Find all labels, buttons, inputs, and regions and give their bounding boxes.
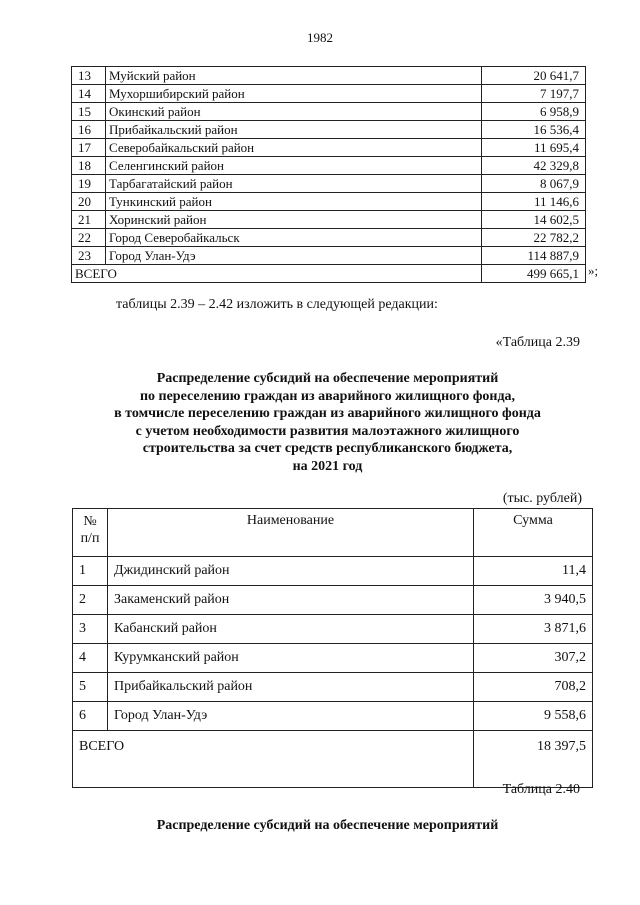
row-number-cell: 22: [72, 229, 106, 247]
header-number-line: №: [83, 514, 97, 529]
table-row: [72, 121, 586, 139]
table-row: [73, 673, 593, 702]
row-number-cell: 13: [72, 67, 106, 85]
row-sum-cell: 3 871,6: [474, 615, 593, 644]
table-end-mark: »;: [588, 263, 599, 278]
table-2-39: [72, 508, 593, 788]
title-line: в томчисле переселению граждан из аварийного жилищного фонда: [114, 406, 541, 421]
table-row: [72, 85, 586, 103]
table-row: [73, 615, 593, 644]
table-title-2-39: [60, 370, 595, 475]
table-title-2-40: Распределение субсидий на обеспечение мероприятий: [156, 818, 499, 833]
row-sum-cell: 20 641,7: [482, 67, 586, 85]
table-row: [73, 557, 593, 586]
title-line: на 2021 год: [292, 458, 363, 474]
row-sum-cell: 22 782,2: [482, 229, 586, 247]
title-line: строительства за счет средств республиканского бюджета,: [142, 441, 513, 456]
row-sum-cell: 7 197,7: [482, 85, 586, 103]
row-sum-cell: 114 887,9: [482, 247, 586, 265]
row-name-cell: Тарбагатайский район: [106, 175, 482, 193]
row-sum-cell: 708,2: [474, 673, 593, 702]
row-sum-cell: 307,2: [474, 644, 593, 673]
table-row: [72, 67, 586, 85]
row-sum-cell: 11 695,4: [482, 139, 586, 157]
table-row: [72, 229, 586, 247]
row-name-cell: Город Улан-Удэ: [108, 702, 474, 731]
row-number-cell: 17: [72, 139, 106, 157]
row-number-cell: 16: [72, 121, 106, 139]
row-number-cell: 5: [73, 673, 108, 702]
row-name-cell: Северобайкальский район: [106, 139, 482, 157]
row-name-cell: Окинский район: [106, 103, 482, 121]
row-number-cell: 1: [73, 557, 108, 586]
row-number-cell: 21: [72, 211, 106, 229]
row-sum-cell: 14 602,5: [482, 211, 586, 229]
row-name-cell: Селенгинский район: [106, 157, 482, 175]
row-number-cell: 3: [73, 615, 108, 644]
row-number-cell: 15: [72, 103, 106, 121]
row-sum-cell: 9 558,6: [474, 702, 593, 731]
row-number-cell: 6: [73, 702, 108, 731]
intro-text: таблицы 2.39 – 2.42 изложить в следующей редакции:: [116, 297, 438, 312]
row-name-cell: Курумканский район: [108, 644, 474, 673]
row-sum-cell: 16 536,4: [482, 121, 586, 139]
row-number-cell: 4: [73, 644, 108, 673]
header-number-cell: [73, 509, 108, 557]
row-number-cell: 14: [72, 85, 106, 103]
row-name-cell: Кабанский район: [108, 615, 474, 644]
row-sum-cell: 8 067,9: [482, 175, 586, 193]
row-number-cell: 18: [72, 157, 106, 175]
total-sum-cell: 499 665,1: [482, 265, 586, 283]
row-number-cell: 19: [72, 175, 106, 193]
row-number-cell: 23: [72, 247, 106, 265]
header-name-cell: Наименование: [108, 509, 474, 557]
row-name-cell: Город Северобайкальск: [106, 229, 482, 247]
table-row: [72, 193, 586, 211]
row-sum-cell: 42 329,8: [482, 157, 586, 175]
row-number-cell: 2: [73, 586, 108, 615]
table-row: [72, 157, 586, 175]
table-row: [72, 139, 586, 157]
row-number-cell: 20: [72, 193, 106, 211]
table-row: [72, 211, 586, 229]
row-name-cell: Закаменский район: [108, 586, 474, 615]
page-number: 1982: [307, 30, 333, 45]
units-label: (тыс. рублей): [502, 491, 582, 506]
table-label-2-39: «Таблица 2.39: [495, 335, 580, 350]
table-row: [72, 103, 586, 121]
title-line: по переселению граждан из аварийного жилищного фонда,: [139, 388, 516, 404]
table-row: [73, 702, 593, 731]
total-label-cell: ВСЕГО: [73, 731, 474, 788]
table-label-2-40: Таблица 2.40: [502, 782, 580, 797]
row-name-cell: Мухоршибирский район: [106, 85, 482, 103]
table-row: [73, 644, 593, 673]
total-sum-cell: 18 397,5: [474, 731, 593, 788]
row-sum-cell: 11,4: [474, 557, 593, 586]
row-name-cell: Джидинский район: [108, 557, 474, 586]
header-number-line: п/п: [80, 531, 100, 546]
total-label-cell: ВСЕГО: [72, 265, 482, 283]
row-name-cell: Прибайкальский район: [108, 673, 474, 702]
row-name-cell: Хоринский район: [106, 211, 482, 229]
header-sum-cell: Сумма: [474, 509, 593, 557]
table-header-row: [73, 509, 593, 557]
row-name-cell: Город Улан-Удэ: [106, 247, 482, 265]
row-sum-cell: 11 146,6: [482, 193, 586, 211]
row-name-cell: Муйский район: [106, 67, 482, 85]
row-name-cell: Тункинский район: [106, 193, 482, 211]
previous-table: [71, 66, 586, 283]
row-sum-cell: 3 940,5: [474, 586, 593, 615]
table-total-row: [72, 265, 586, 283]
row-sum-cell: 6 958,9: [482, 103, 586, 121]
title-line: с учетом необходимости развития малоэтажного жилищного: [135, 423, 520, 439]
table-row: [72, 247, 586, 265]
table-total-row: [73, 731, 593, 788]
table-row: [72, 175, 586, 193]
table-row: [73, 586, 593, 615]
row-name-cell: Прибайкальский район: [106, 121, 482, 139]
title-line: Распределение субсидий на обеспечение мероприятий: [156, 371, 499, 386]
